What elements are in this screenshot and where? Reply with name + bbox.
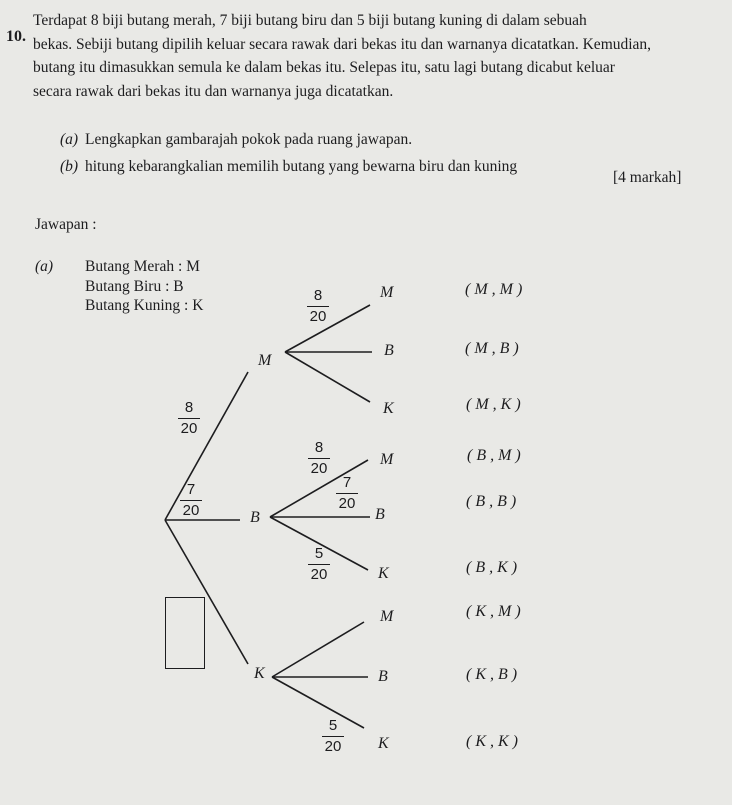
outcome-k-m: ( K , M ) — [466, 603, 521, 620]
answer-part-label: (a) — [35, 258, 54, 275]
part-a-text: Lengkapkan gambarajah pokok pada ruang jawapan. — [85, 131, 413, 148]
outcome-m-k: ( M , K ) — [466, 396, 521, 413]
branch-root-m — [165, 372, 248, 520]
outcome-k-k: ( K , K ) — [466, 733, 518, 750]
node-m-k: K — [383, 400, 394, 417]
question-line-2: bekas. Sebiji butang dipilih keluar secara rawak dari bekas itu dan warnanya dicatatkan. Kemudian, — [33, 36, 652, 53]
node-m: M — [258, 352, 272, 369]
question-line-1: Terdapat 8 biji butang merah, 7 biji butang biru dan 5 biji butang kuning di dalam sebuah — [33, 12, 587, 29]
outcome-b-m: ( B , M ) — [467, 447, 521, 464]
branch-k-k — [272, 677, 364, 728]
node-k-b: B — [378, 668, 388, 685]
outcome-k-b: ( K , B ) — [466, 666, 518, 683]
prob-first-m: 8 20 — [178, 400, 200, 437]
question-line-4: secara rawak dari bekas itu dan warnanya juga dicatatkan. — [33, 83, 394, 100]
question-number: 10. — [6, 28, 26, 45]
part-b-label: (b) — [60, 158, 79, 175]
answer-heading: Jawapan : — [35, 216, 97, 233]
prob-b-k: 5 20 — [308, 546, 330, 583]
prob-first-b: 7 20 — [180, 482, 202, 519]
node-m-m: M — [380, 284, 394, 301]
part-b-text: hitung kebarangkalian memilih butang yang bewarna biru dan kuning — [85, 158, 518, 175]
node-k: K — [254, 665, 265, 682]
outcome-m-b: ( M , B ) — [465, 340, 519, 357]
outcome-b-k: ( B , K ) — [466, 559, 518, 576]
node-k-m: M — [380, 608, 394, 625]
prob-b-b: 7 20 — [336, 475, 358, 512]
marks-label: [4 markah] — [613, 169, 682, 186]
prob-m-m: 8 20 — [307, 288, 329, 325]
node-b: B — [250, 509, 260, 526]
node-m-b: B — [384, 342, 394, 359]
branch-m-k — [285, 352, 370, 402]
node-b-m: M — [380, 451, 394, 468]
prob-b-m: 8 20 — [308, 440, 330, 477]
legend-biru: Butang Biru : B — [85, 278, 184, 295]
node-b-b: B — [375, 506, 385, 523]
outcome-b-b: ( B , B ) — [466, 493, 517, 510]
legend-kuning: Butang Kuning : K — [85, 297, 204, 314]
node-b-k: K — [378, 565, 389, 582]
part-a-label: (a) — [60, 131, 79, 148]
node-k-k: K — [378, 735, 389, 752]
legend-merah: Butang Merah : M — [85, 258, 200, 275]
question-line-3: butang itu dimasukkan semula ke dalam bekas itu. Selepas itu, satu lagi butang dicabut keluar — [33, 59, 615, 76]
branch-k-m — [272, 622, 364, 677]
outcome-m-m: ( M , M ) — [465, 281, 523, 298]
answer-blank-box[interactable] — [165, 597, 205, 669]
prob-k-k: 5 20 — [322, 718, 344, 755]
